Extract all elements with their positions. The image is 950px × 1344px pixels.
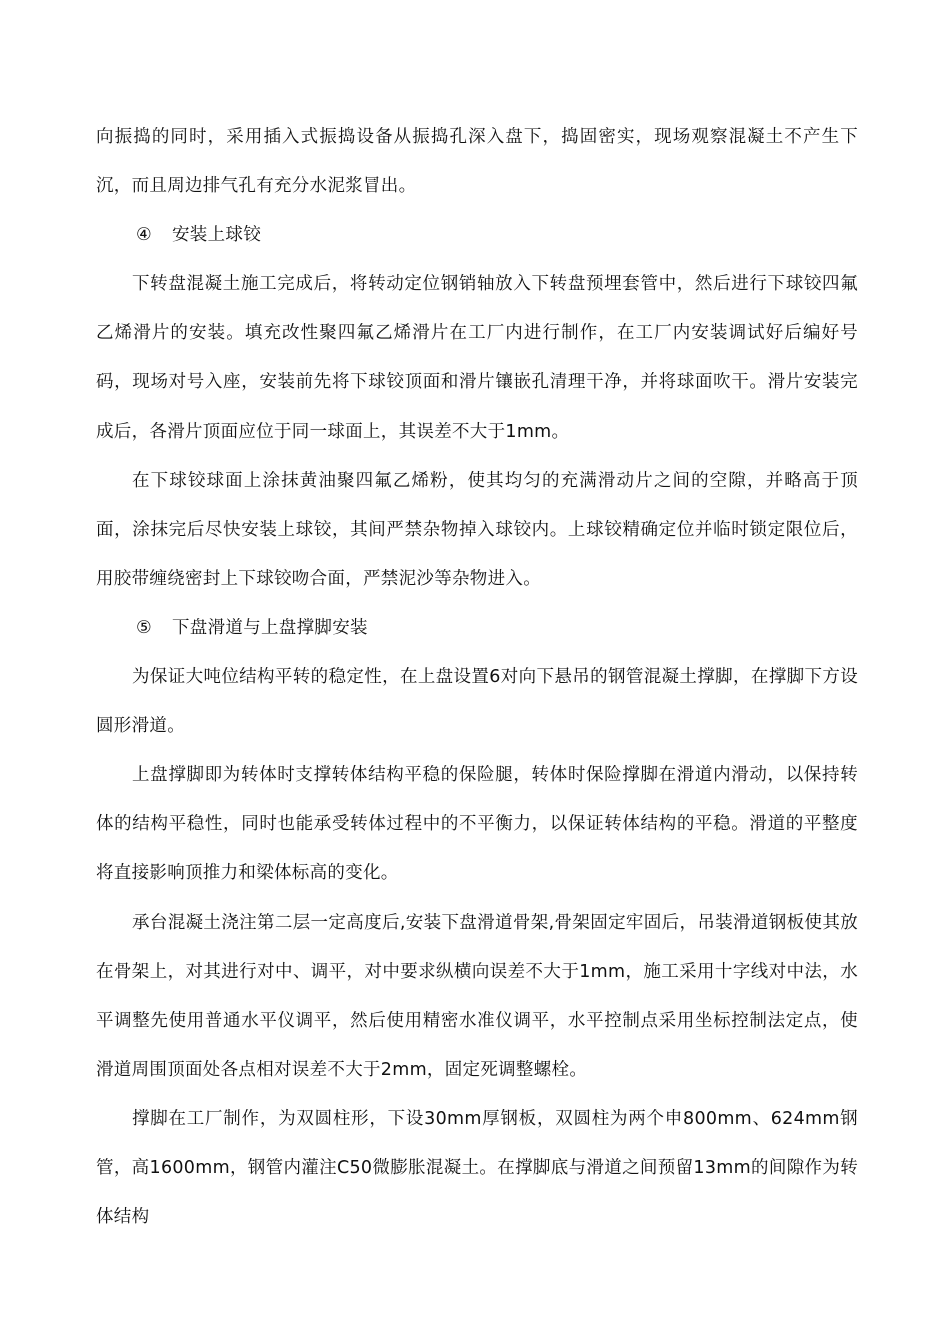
section-number: ④ xyxy=(136,225,152,246)
section-title: 下盘滑道与上盘撑脚安装 xyxy=(172,617,368,638)
section-heading-slideway-support-legs xyxy=(96,604,858,653)
paragraph-grease-coating: 在下球铰球面上涂抹黄油聚四氟乙烯粉，使其均匀的充满滑动片之间的空隙，并略高于顶面，涂抹完后尽快安装上球铰，其间严禁杂物掉入球铰内。上球铰精确定位并临时锁定限位后，用胶带缠绕密封上下球铰吻合面，严禁泥沙等杂物进入。 xyxy=(96,470,858,589)
section-number: ⑤ xyxy=(136,617,152,638)
paragraph-support-leg-fabrication: 撑脚在工厂制作，为双圆柱形，下设30mm厚钢板，双圆柱为两个申800mm、624mm钢管，高1600mm，钢管内灌注C50微膨胀混凝土。在撑脚底与滑道之间预留13mm的间隙作为转体结构 xyxy=(96,1108,858,1228)
paragraph-vibration-continued: 向振捣的同时，采用插入式振捣设备从振捣孔深入盘下，捣固密实，现场观察混凝土不产生下沉，而且周边排气孔有充分水泥浆冒出。 xyxy=(96,127,858,197)
section-heading-upper-ball-joint xyxy=(96,211,858,260)
paragraph-stability: 为保证大吨位结构平转的稳定性，在上盘设置6对向下悬吊的钢管混凝土撑脚，在撑脚下方设圆形滑道。 xyxy=(96,667,858,737)
paragraph-slideway-installation: 承台混凝土浇注第二层一定高度后,安装下盘滑道骨架,骨架固定牢固后，吊装滑道钢板使其放在骨架上，对其进行对中、调平，对中要求纵横向误差不大于1mm，施工采用十字线对中法，水平调整先使用普通水平仪调平，然后使用精密水准仪调平，水平控制点采用坐标控制法定点，使滑道周围顶面处各点相对误差不大于2mm，固定死调整螺栓。 xyxy=(96,912,858,1080)
paragraph-safety-legs: 上盘撑脚即为转体时支撑转体结构平稳的保险腿，转体时保险撑脚在滑道内滑动，以保持转体的结构平稳性，同时也能承受转体过程中的不平衡力，以保证转体结构的平稳。滑道的平整度将直接影响顶推力和梁体标高的变化。 xyxy=(96,765,858,884)
paragraph-slider-installation: 下转盘混凝土施工完成后，将转动定位钢销轴放入下转盘预埋套管中，然后进行下球铰四氟乙烯滑片的安装。填充改性聚四氟乙烯滑片在工厂内进行制作，在工厂内安装调试好后编好号码，现场对号入座，安装前先将下球铰顶面和滑片镶嵌孔清理干净，并将球面吹干。滑片安装完成后，各滑片顶面应位于同一球面上，其误差不大于1mm。 xyxy=(96,274,858,442)
document-body xyxy=(96,113,858,1242)
section-title: 安装上球铰 xyxy=(172,225,261,246)
